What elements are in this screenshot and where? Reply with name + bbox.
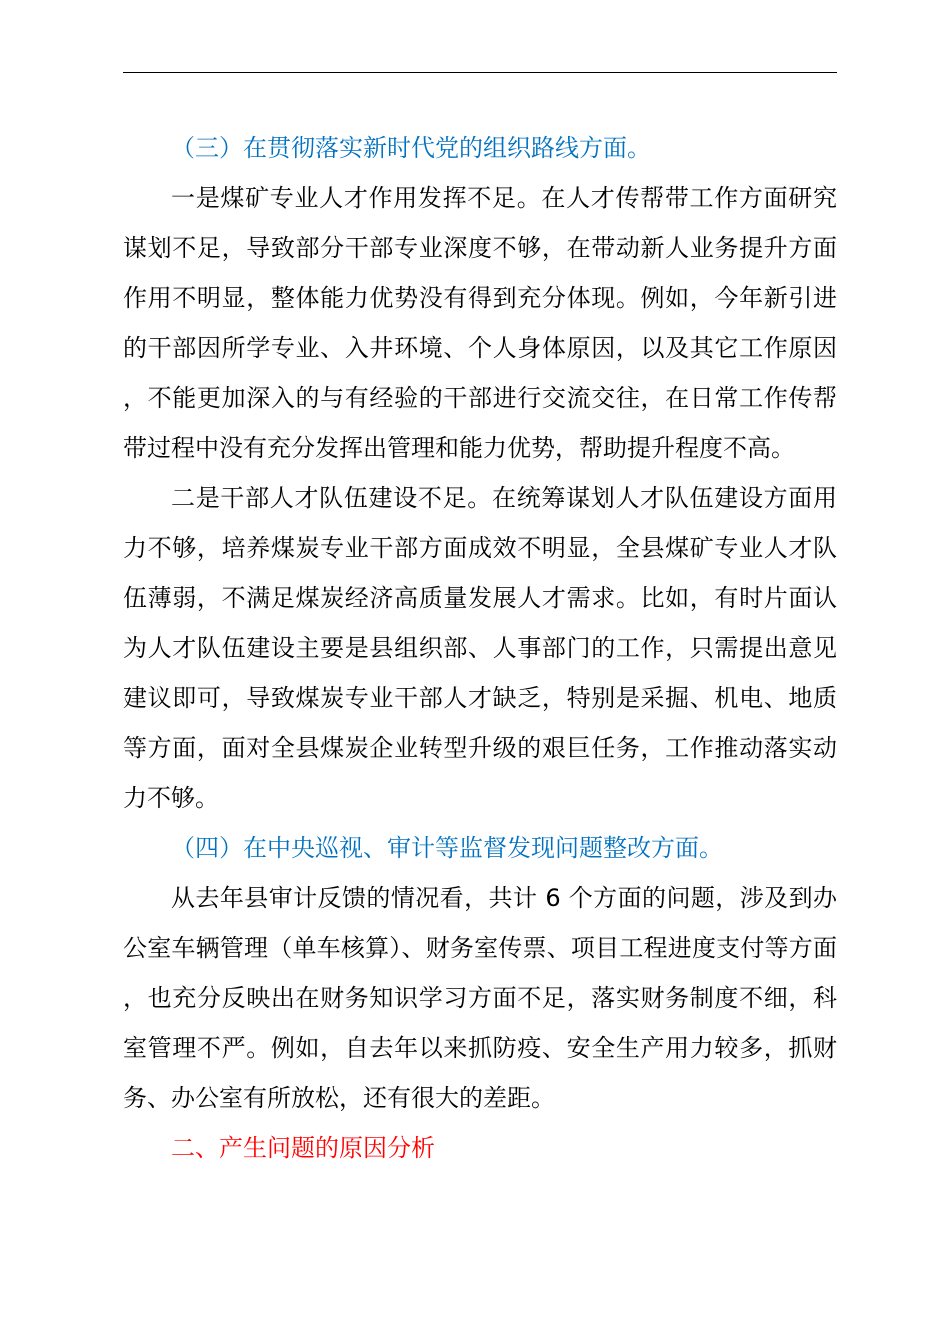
section-heading-cause-analysis: 二、产生问题的原因分析 — [171, 1134, 435, 1162]
section-heading-4: （四）在中央巡视、审计等监督发现问题整改方面。 — [171, 834, 723, 862]
header-rule — [123, 72, 837, 73]
paragraph-audit-rectification: 从去年县审计反馈的情况看，共计 6 个方面的问题，涉及到办公室车辆管理（单车核算）、财务室传票、项目工程进度支付等方面，也充分反映出在财务知识学习方面不足，落实财务制度不细，科室管理不严。例如，自去年以来抓防疫、安全生产用力较多，抓财务、办公室有所放松，还有很大的差距。 — [123, 884, 837, 1112]
paragraph-talent-team: 二是干部人才队伍建设不足。在统筹谋划人才队伍建设方面用力不够，培养煤炭专业干部方面成效不明显，全县煤矿专业人才队伍薄弱，不满足煤炭经济高质量发展人才需求。比如，有时片面认为人才队伍建设主要是县组织部、人事部门的工作，只需提出意见建议即可，导致煤炭专业干部人才缺乏，特别是采掘、机电、地质等方面，面对全县煤炭企业转型升级的艰巨任务，工作推动落实动力不够。 — [123, 484, 837, 812]
paragraph-talent-role: 一是煤矿专业人才作用发挥不足。在人才传帮带工作方面研究谋划不足，导致部分干部专业深度不够，在带动新人业务提升方面作用不明显，整体能力优势没有得到充分体现。例如，今年新引进的干部因所学专业、入井环境、个人身体原因，以及其它工作原因，不能更加深入的与有经验的干部进行交流交往，在日常工作传帮带过程中没有充分发挥出管理和能力优势，帮助提升程度不高。 — [123, 184, 837, 462]
section-heading-3: （三）在贯彻落实新时代党的组织路线方面。 — [171, 134, 651, 162]
document-body — [123, 123, 837, 1173]
